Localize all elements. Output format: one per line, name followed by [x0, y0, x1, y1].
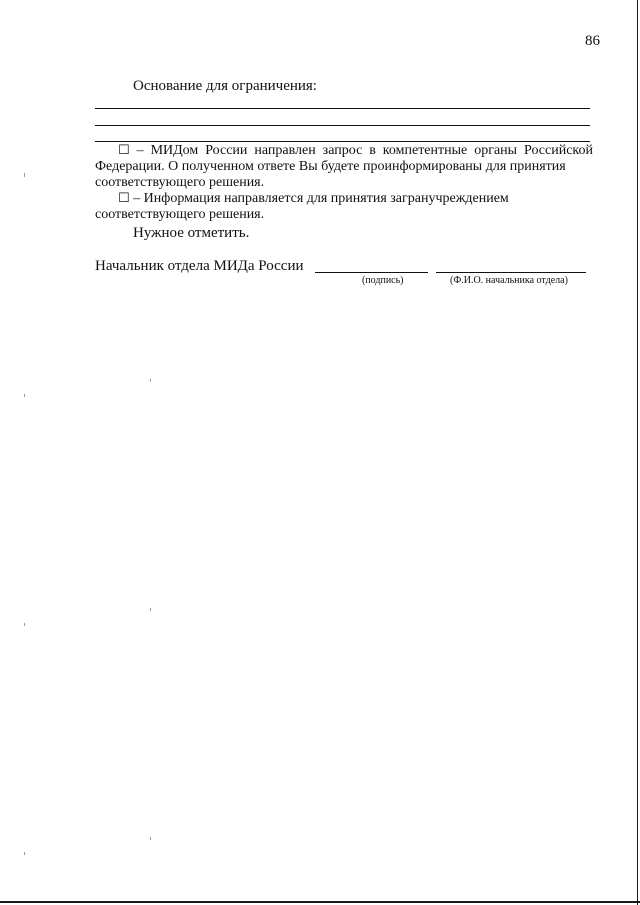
signature-line — [315, 272, 428, 273]
name-caption: (Ф.И.О. начальника отдела) — [450, 275, 568, 286]
page-number: 86 — [585, 33, 600, 49]
scan-speck — [150, 837, 151, 840]
option-text-line: соответствующего решения. — [95, 207, 265, 222]
fill-in-line — [95, 141, 590, 142]
scan-speck — [150, 608, 151, 611]
restriction-basis-label: Основание для ограничения: — [133, 78, 317, 94]
option-checkbox[interactable]: ☐ — [118, 191, 130, 206]
option-text-line: Федерации. О полученном ответе Вы будете проинформированы для принятия — [95, 159, 566, 174]
scan-speck — [24, 852, 25, 855]
options-block — [95, 143, 593, 223]
fill-in-line — [95, 125, 590, 126]
option-text-line: Информация направляется для принятия загранучреждением — [143, 191, 509, 206]
option-ministry-request — [95, 143, 593, 175]
option-text-line: МИДом России направлен запрос в компетентные органы Российской — [150, 143, 593, 158]
name-line — [436, 272, 586, 273]
scan-edge — [0, 901, 640, 903]
signature-caption: (подпись) — [362, 275, 404, 286]
fill-in-line — [95, 108, 590, 109]
option-checkbox[interactable]: ☐ — [118, 143, 130, 158]
scan-speck — [24, 394, 25, 397]
scan-speck — [24, 173, 25, 177]
option-text-line: соответствующего решения. — [95, 175, 265, 190]
position-label: Начальник отдела МИДа России — [95, 258, 304, 274]
option-dash: – — [129, 191, 144, 206]
scan-speck — [150, 379, 151, 382]
option-consulate-decision — [95, 191, 593, 207]
mark-required-note: Нужное отметить. — [133, 225, 250, 241]
scan-edge — [637, 0, 638, 905]
scan-speck — [24, 623, 25, 626]
option-dash: – — [129, 143, 151, 158]
